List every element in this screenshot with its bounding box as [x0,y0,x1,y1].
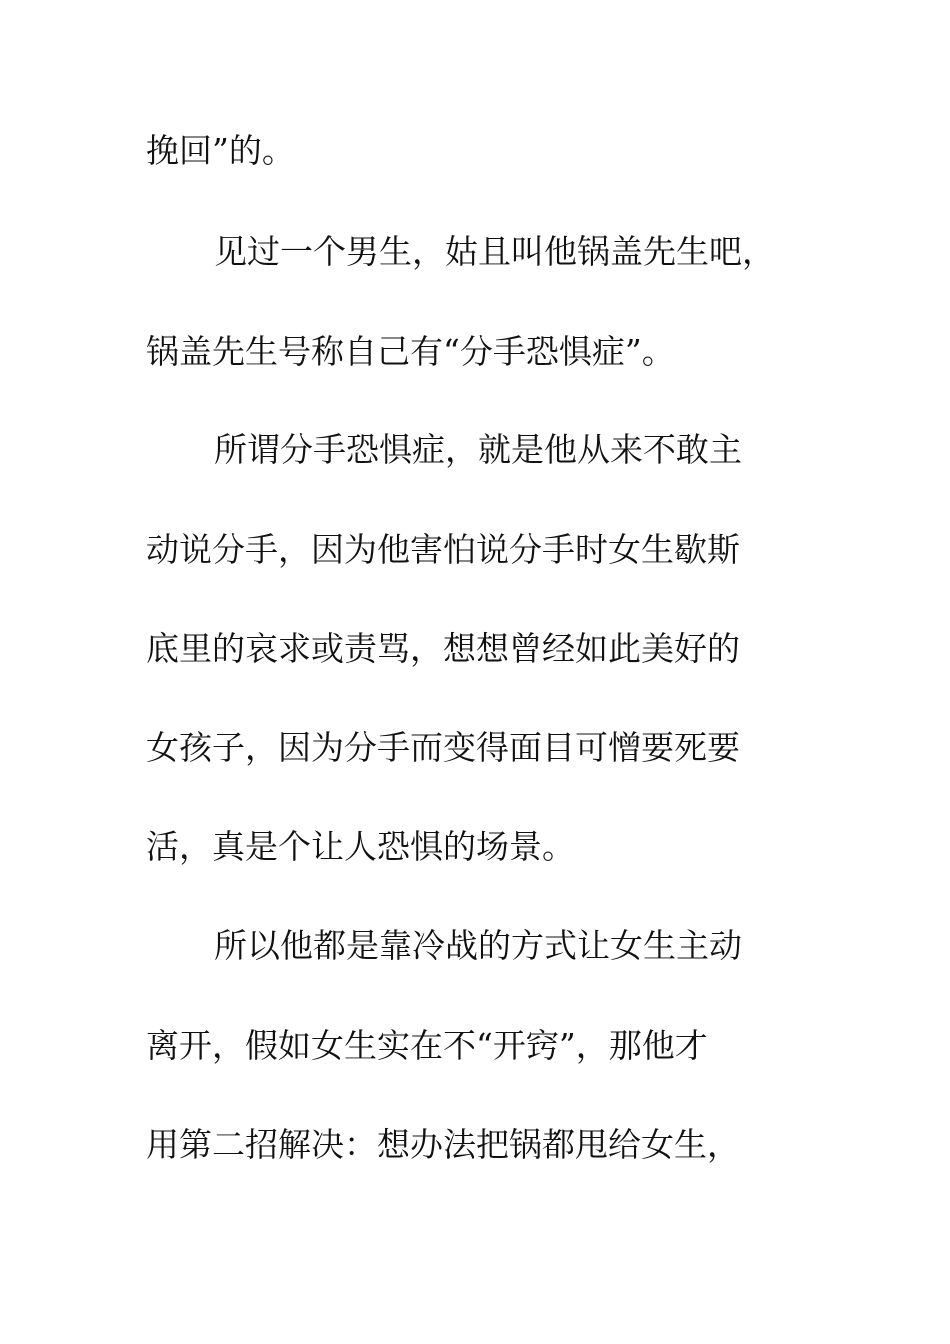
paragraph-first-line: 所谓分手恐惧症，就是他从来不敢主 [214,430,742,469]
text-line: 活，真是个让人恐惧的场景。 [146,827,575,866]
paragraph-first-line: 见过一个男生，姑且叫他锅盖先生吧， [214,232,775,271]
text-line: 挽回”的。 [146,131,295,170]
text-line: 锅盖先生号称自己有“分手恐惧症”。 [146,332,675,371]
text-line: 用第二招解决：想办法把锅都甩给女生， [146,1125,740,1164]
text-line: 离开，假如女生实在不“开窍”，那他才 [146,1026,708,1065]
text-line: 底里的哀求或责骂，想想曾经如此美好的 [146,629,740,668]
paragraph-first-line: 所以他都是靠冷战的方式让女生主动 [214,926,742,965]
text-line: 女孩子，因为分手而变得面目可憎要死要 [146,728,740,767]
text-line: 动说分手，因为他害怕说分手时女生歇斯 [146,530,740,569]
